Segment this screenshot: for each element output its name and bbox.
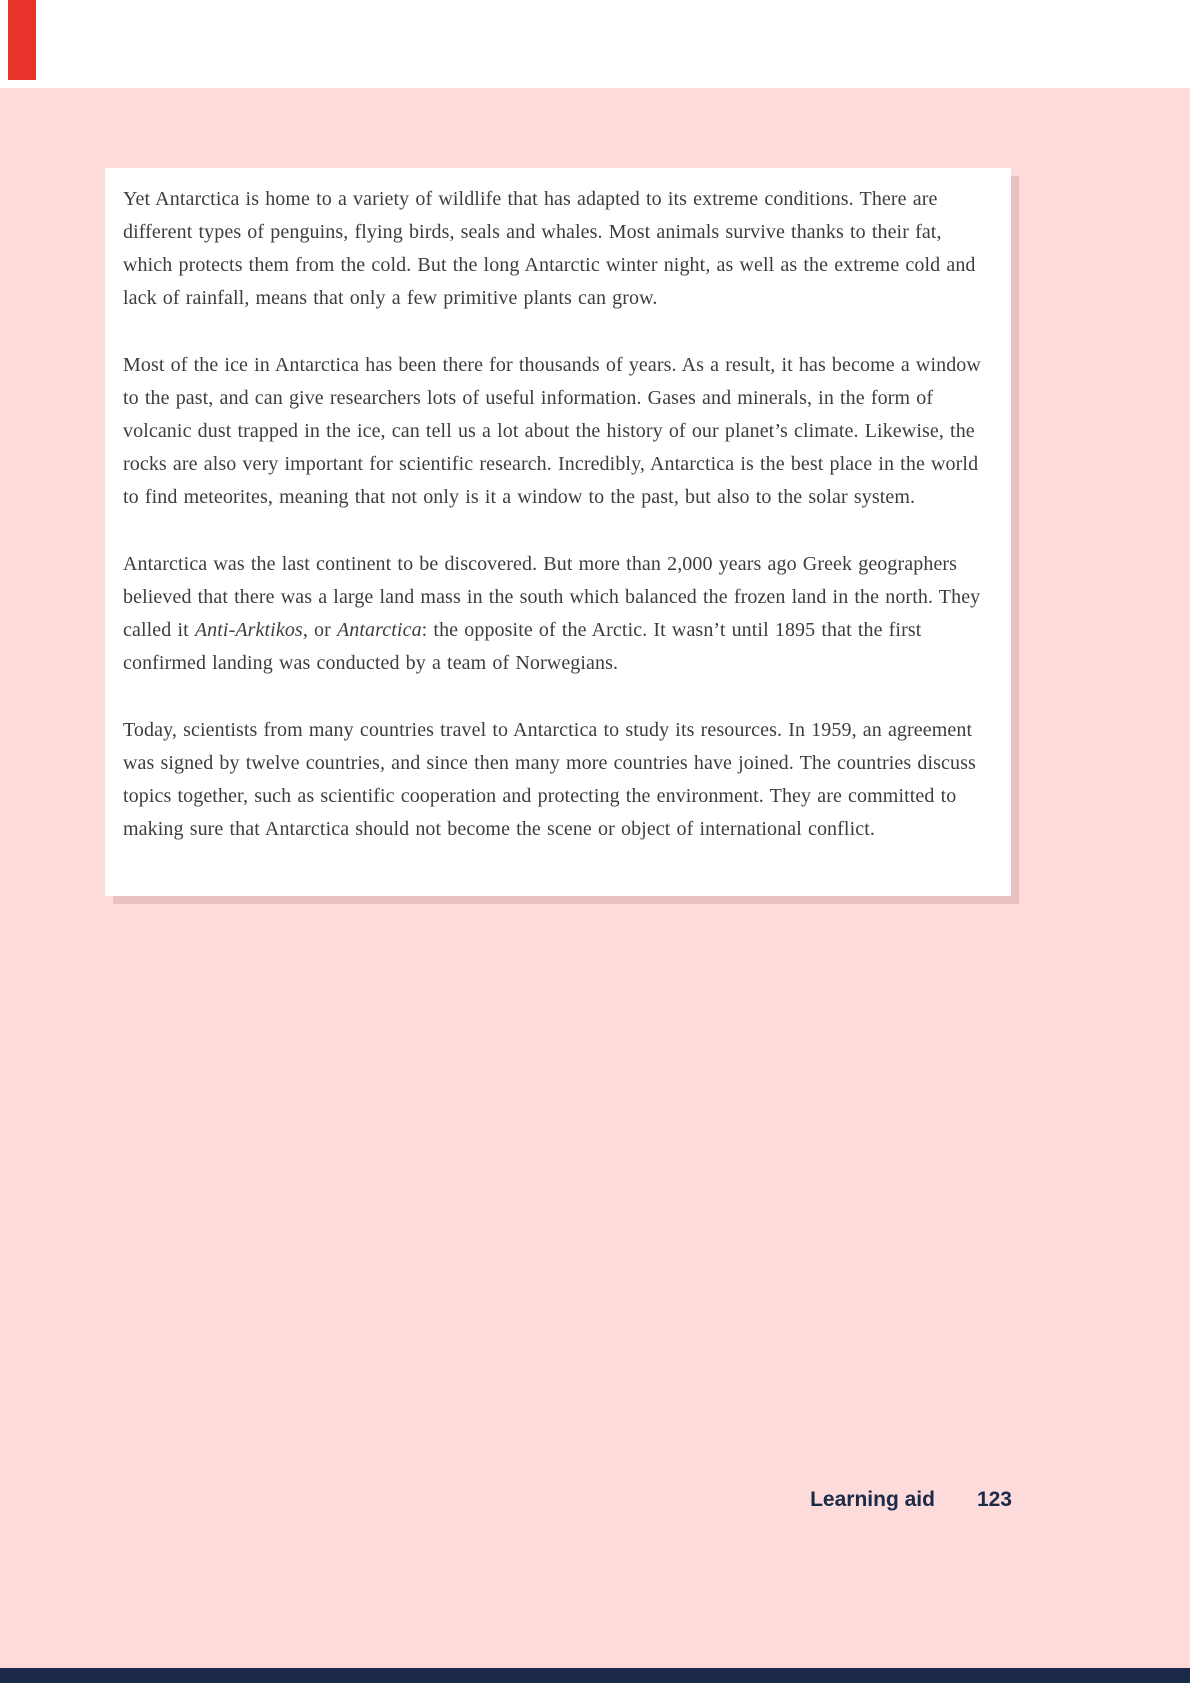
text-segment: Yet Antarctica is home to a variety of wildlife that has adapted to its extreme conditions. There are different types of penguins, flying birds, seals and whales. Most animals survive thanks to their fat, which protects them from the cold. But the long Antarctic winter night, as well as the extreme cold and lack of rainfall, means that only a few primitive plants can grow. xyxy=(123,188,976,309)
paragraph xyxy=(123,349,989,514)
passage-paragraphs xyxy=(123,183,989,846)
text-segment: , or xyxy=(302,619,337,641)
footer-section-label: Learning aid xyxy=(810,1488,935,1511)
text-segment: Today, scientists from many countries travel to Antarctica to study its resources. In 1959, an agreement was signed by twelve countries, and since then many more countries have joined. The countries discuss topics together, such as scientific cooperation and protecting the environment. They are committed to making sure that Antarctica should not become the scene or object of international conflict. xyxy=(123,719,976,840)
text-segment: : the opposite of the Arctic. It wasn’t until 1895 that the first confirmed landing was conducted by a team of Norwegians. xyxy=(123,619,922,674)
top-margin-band xyxy=(0,0,1190,88)
page-footer xyxy=(810,1488,1012,1512)
reading-passage-card xyxy=(105,168,1011,896)
paragraph xyxy=(123,183,989,315)
italic-term: Antarctica xyxy=(336,619,422,641)
text-segment: Most of the ice in Antarctica has been there for thousands of years. As a result, it has become a window to the past, and can give researchers lots of useful information. Gases and minerals, in the form of volcanic dust trapped in the ice, can tell us a lot about the history of our planet’s climate. Likewise, the rocks are also very important for scientific research. Incredibly, Antarctica is the best place in the world to find meteorites, meaning that not only is it a window to the past, but also to the solar system. xyxy=(123,354,981,508)
paragraph xyxy=(123,548,989,680)
page-number: 123 xyxy=(976,1488,1012,1511)
italic-term: Anti-Arktikos xyxy=(194,619,303,641)
bottom-navy-bar xyxy=(0,1668,1190,1683)
red-accent-stripe xyxy=(8,0,36,80)
text-segment: Antarctica was the last continent to be discovered. But more than 2,000 years ago Greek geographers believed that there was a large land mass in the south which balanced the frozen land in the north. They called it xyxy=(123,553,981,641)
page-background xyxy=(0,88,1190,1683)
paragraph xyxy=(123,714,989,846)
